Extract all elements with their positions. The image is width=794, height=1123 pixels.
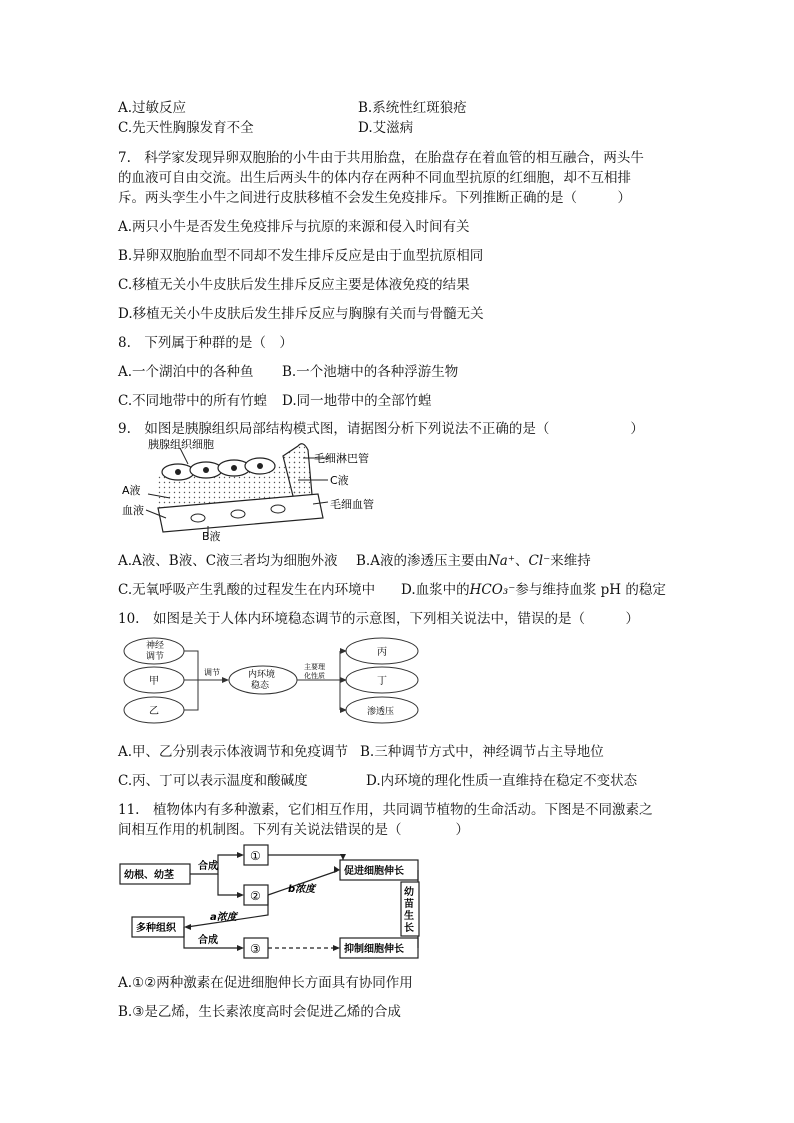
q10-homeostasis-figure bbox=[118, 635, 424, 727]
chloride-ion: Cl⁻ bbox=[528, 553, 551, 569]
label-lymph-capillary: 毛细淋巴管 bbox=[314, 452, 369, 465]
main-property-label-2: 化性质 bbox=[304, 672, 325, 680]
label-pancreas-cell: 胰腺组织细胞 bbox=[148, 438, 214, 451]
q9-pancreas-figure bbox=[118, 436, 408, 542]
hormone-3-label: ③ bbox=[250, 942, 261, 956]
q10-option-d: D.内环境的理化性质一直维持在稳定不变状态 bbox=[366, 773, 638, 789]
seedling-char-2: 苗 bbox=[404, 899, 414, 910]
inhibit-elongation-label: 抑制细胞伸长 bbox=[344, 944, 404, 955]
q7-stem-line-1: 7. 科学家发现异卵双胞胎的小牛由于共用胎盘，在胎盘存在着血管的相互融合，两头牛 bbox=[118, 150, 644, 166]
q6-option-c: C.先天性胸腺发育不全 bbox=[118, 120, 254, 136]
q8-option-b: B.一个池塘中的各种浮游生物 bbox=[282, 364, 459, 380]
hormone-1-label: ① bbox=[250, 849, 261, 863]
label-blood: 血液 bbox=[122, 504, 144, 517]
label-a-fluid: A液 bbox=[122, 484, 141, 497]
q11-hormone-figure bbox=[118, 842, 424, 962]
neural-regulation-label-2: 调节 bbox=[146, 652, 165, 662]
q7-option-d: D.移植无关小牛皮肤后发生排斥反应与胸腺有关而与骨髓无关 bbox=[118, 306, 484, 322]
main-property-label-1: 主要理 bbox=[304, 663, 325, 671]
label-b-fluid: B液 bbox=[202, 530, 221, 542]
q8-option-c: C.不同地带中的所有竹蝗 bbox=[118, 393, 268, 409]
synthesis-top-label: 合成 bbox=[198, 861, 218, 872]
young-root-stem-label: 幼根、幼茎 bbox=[124, 870, 174, 881]
q9-option-d bbox=[401, 580, 666, 600]
q6-option-d: D.艾滋病 bbox=[358, 120, 414, 136]
homeostasis-label-1: 内环境 bbox=[248, 670, 276, 680]
label-blood-capillary: 毛细血管 bbox=[330, 498, 374, 511]
q6-option-a: A.过敏反应 bbox=[118, 100, 187, 116]
q9-option-b-suffix: 来维持 bbox=[550, 553, 591, 569]
q9-option-c: C.无氧呼吸产生乳酸的过程发生在内环境中 bbox=[118, 582, 376, 598]
seedling-char-4: 长 bbox=[404, 923, 414, 934]
q9-option-b-prefix: B.A液的渗透压主要由 bbox=[356, 553, 488, 569]
q11-stem-line-2: 间相互作用的机制图。下列有关说法错误的是（ ） bbox=[118, 822, 469, 838]
q9-stem: 9. 如图是胰腺组织局部结构模式图，请据图分析下列说法不正确的是（ ） bbox=[118, 421, 644, 437]
q7-stem-line-3: 斥。两头孪生小牛之间进行皮肤移植不会发生免疫排斥。下列推断正确的是（ ） bbox=[118, 190, 631, 206]
q10-option-c: C.丙、丁可以表示温度和酸碱度 bbox=[118, 773, 308, 789]
q10-option-b: B.三种调节方式中，神经调节占主导地位 bbox=[360, 744, 604, 760]
hormone-2-label: ② bbox=[250, 889, 261, 903]
q7-option-b: B.异卵双胞胎血型不同却不发生排斥反应是由于血型抗原相同 bbox=[118, 248, 484, 264]
ding-label: 丁 bbox=[377, 676, 387, 687]
q8-option-d: D.同一地带中的全部竹蝗 bbox=[282, 393, 432, 409]
multiple-tissues-label: 多种组织 bbox=[136, 923, 176, 934]
promote-elongation-label: 促进细胞伸长 bbox=[344, 866, 404, 877]
a-concentration-label: a浓度 bbox=[210, 912, 237, 923]
q8-stem: 8. 下列属于种群的是（ ） bbox=[118, 335, 293, 351]
yi-label: 乙 bbox=[149, 706, 159, 717]
q7-stem-line-2: 的血液可自由交流。出生后两头牛的体内存在两种不同血型抗原的红细胞，却不互相排 bbox=[118, 170, 631, 186]
b-concentration-label: b浓度 bbox=[288, 884, 316, 895]
q10-option-a: A.甲、乙分别表示体液调节和免疫调节 bbox=[118, 744, 349, 760]
homeostasis-label-2: 稳态 bbox=[251, 681, 270, 691]
q9-option-d-suffix: 参与维持血浆 pH 的稳定 bbox=[515, 582, 666, 598]
q10-stem: 10. 如图是关于人体内环境稳态调节的示意图，下列相关说法中，错误的是（ ） bbox=[118, 611, 639, 627]
separator: 、 bbox=[514, 553, 529, 569]
q11-option-a: A.①②两种激素在促进细胞伸长方面具有协同作用 bbox=[118, 975, 413, 991]
bing-label: 丙 bbox=[377, 647, 387, 658]
regulate-label: 调节 bbox=[204, 668, 220, 677]
q9-option-b bbox=[356, 551, 591, 571]
osmotic-pressure-label: 渗透压 bbox=[367, 707, 395, 717]
q7-option-a: A.两只小牛是否发生免疫排斥与抗原的来源和侵入时间有关 bbox=[118, 219, 470, 235]
seedling-char-1: 幼 bbox=[404, 887, 414, 898]
seedling-char-3: 生 bbox=[404, 911, 414, 922]
q11-stem-line-1: 11. 植物体内有多种激素，它们相互作用，共同调节植物的生命活动。下图是不同激素之 bbox=[118, 802, 653, 818]
label-c-fluid: C液 bbox=[330, 474, 349, 487]
sodium-ion: Na⁺ bbox=[487, 553, 515, 569]
q6-option-b: B.系统性红斑狼疮 bbox=[358, 100, 467, 116]
neural-regulation-label-1: 神经 bbox=[146, 641, 165, 651]
jia-label: 甲 bbox=[149, 676, 159, 687]
q9-option-a: A.A液、B液、C液三者均为细胞外液 bbox=[118, 553, 338, 569]
q9-option-d-prefix: D.血浆中的 bbox=[401, 582, 470, 598]
q8-option-a: A.一个湖泊中的各种鱼 bbox=[118, 364, 254, 380]
bicarbonate-ion: HCO₃⁻ bbox=[469, 582, 516, 598]
synthesis-bottom-label: 合成 bbox=[198, 935, 218, 946]
q7-option-c: C.移植无关小牛皮肤后发生排斥反应主要是体液免疫的结果 bbox=[118, 277, 470, 293]
q11-option-b: B.③是乙烯，生长素浓度高时会促进乙烯的合成 bbox=[118, 1004, 401, 1020]
